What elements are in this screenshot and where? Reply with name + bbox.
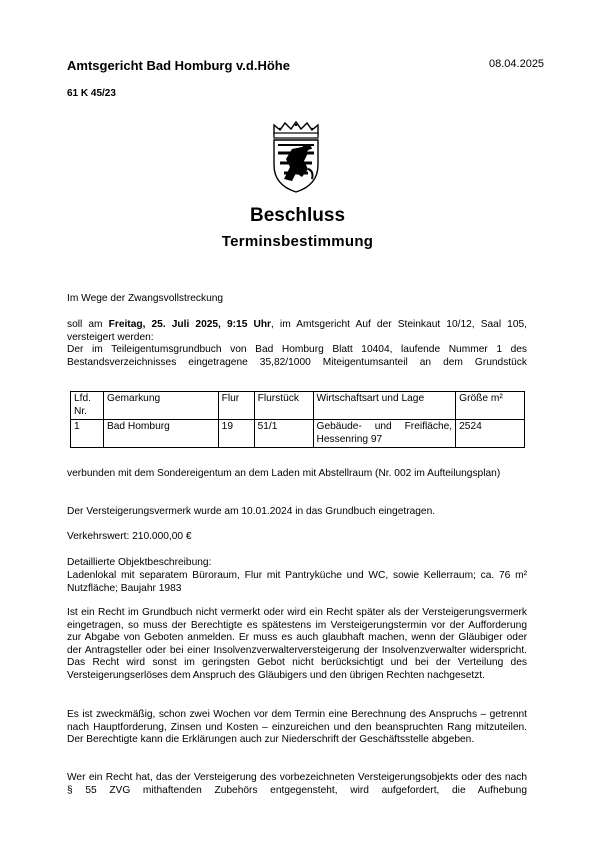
table-header-cell: Flurstück <box>254 392 313 420</box>
table-header-cell: Wirtschaftsart und Lage <box>313 392 456 420</box>
table-cell: Gebäude- und Freifläche, Hessenring 97 <box>313 420 456 448</box>
table-cell: 2524 <box>456 420 525 448</box>
table-cell: 51/1 <box>254 420 313 448</box>
property-desc-line-2: Bestandsverzeichnisses eingetragene 35,82/1000 Miteigentumsanteil an dem Grundstück <box>67 356 527 368</box>
auction-date-paragraph <box>67 319 527 369</box>
object-heading: Detaillierte Objektbeschreibung: <box>67 557 212 568</box>
calculation-paragraph: Es ist zweckmäßig, schon zwei Wochen vor dem Termin eine Berechnung des Anspruchs – getrennt nach Hauptforderung, Zinsen und Kosten – einzureichen und den beanspruchten Rang mitzuteilen. Der Berechtigte kann die Erklärungen auch zur Niederschrift der Geschäftsstelle abgeben. <box>67 709 527 746</box>
table-header-cell: Größe m² <box>456 392 525 420</box>
object-description: Ladenlokal mit separatem Büroraum, Flur mit Pantryküche und WC, sowie Kellerraum; ca. 76 m² Nutzfläche; Baujahr 1983 <box>67 570 527 594</box>
table-cell: Bad Homburg <box>103 420 218 448</box>
table-header-cell: Gemarkung <box>103 392 218 420</box>
hesse-coat-of-arms-icon <box>268 121 324 193</box>
auction-line-2: versteigert werden: <box>67 331 154 343</box>
auction-line-1 <box>67 319 527 332</box>
registration-text: Der Versteigerungsvermerk wurde am 10.01.2024 in das Grundbuch eingetragen. <box>67 506 436 517</box>
table-header-row <box>71 392 525 420</box>
auction-date: Freitag, 25. Juli 2025, 9:15 Uhr <box>108 319 272 330</box>
auction-location: , im Amtsgericht Auf der Steinkaut 10/12, Saal 105, <box>271 319 527 330</box>
document-date: 08.04.2025 <box>489 58 545 70</box>
property-table <box>70 391 525 448</box>
property-desc-line-1: Der im Teileigentumsgrundbuch von Bad Homburg Blatt 10404, laufende Nummer 1 des <box>67 344 527 356</box>
objection-paragraph: Wer ein Recht hat, das der Versteigerung des vorbezeichneten Versteigerungsobjekts oder des nach § 55 ZVG mithaftenden Zubehörs entgegensteht, wird aufgefordert, die Aufhebung <box>67 772 527 796</box>
table-header-cell: Lfd. Nr. <box>71 392 104 420</box>
document-title: Beschluss <box>249 205 346 226</box>
table-cell: 19 <box>218 420 254 448</box>
table-header-cell: Flur <box>218 392 254 420</box>
auction-prefix: soll am <box>67 319 109 330</box>
connected-text: verbunden mit dem Sondereigentum an dem Laden mit Abstellraum (Nr. 002 im Aufteilungsplan) <box>67 468 501 479</box>
rights-paragraph: Ist ein Recht im Grundbuch nicht vermerkt oder wird ein Recht später als der Versteigerungsvermerk eingetragen, so muss der Berechtigte es spätestens im Versteigerungstermin vor der Aufforderung zur Abgabe von Geboten anmelden. Er muss es auch glaubhaft machen, wenn der Gläubiger oder der Antragsteller oder bei einer Insolvenzverwalterversteigerung der Insolvenzverwalter widerspricht. Das Recht wird sonst im geringsten Gebot nicht berücksichtigt und bei der Verteilung des Versteigerungserlöses dem Anspruch des Gläubigers und den übrigen Rechten nachgesetzt. <box>67 607 527 681</box>
table-cell: 1 <box>71 420 104 448</box>
intro-text: Im Wege der Zwangsvollstreckung <box>67 293 224 304</box>
market-value: Verkehrswert: 210.000,00 € <box>67 531 192 542</box>
document-subtitle: Terminsbestimmung <box>221 233 374 250</box>
court-name: Amtsgericht Bad Homburg v.d.Höhe <box>67 58 290 73</box>
file-number: 61 K 45/23 <box>67 88 116 99</box>
table-row <box>71 420 525 448</box>
